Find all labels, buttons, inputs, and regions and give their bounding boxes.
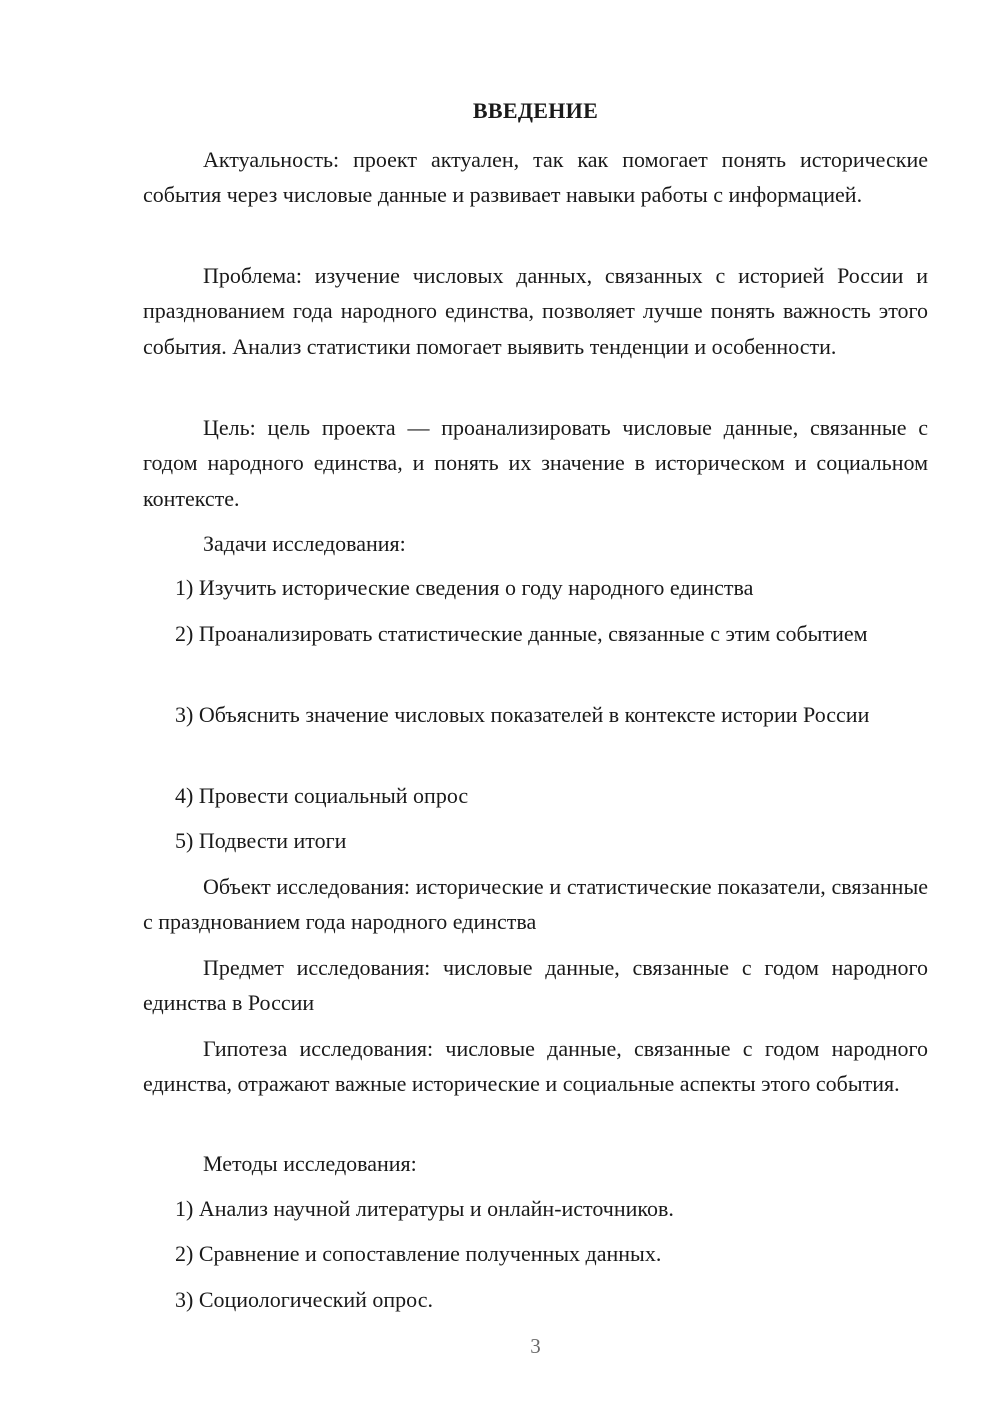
task-item: 3) Объяснить значение числовых показателей в контексте истории России <box>175 702 870 727</box>
method-item: 2) Сравнение и сопоставление полученных данных. <box>175 1241 662 1266</box>
tasks-title: Задачи исследования: <box>203 531 406 556</box>
task-item: 1) Изучить исторические сведения о году народного единства <box>175 575 754 600</box>
object-paragraph: Объект исследования: исторические и статистические показатели, связанные с празднованием года народного единства <box>143 874 928 935</box>
task-item: 2) Проанализировать статистические данные, связанные с этим событием <box>175 621 868 646</box>
methods-title: Методы исследования: <box>203 1151 417 1176</box>
method-item: 3) Социологический опрос. <box>175 1287 433 1312</box>
method-item: 1) Анализ научной литературы и онлайн-источников. <box>175 1196 674 1221</box>
problem-paragraph: Проблема: изучение числовых данных, связанных с историей России и празднованием года народного единства, позволяет лучше понять важность этого события. Анализ статистики помогает выявить тенденции и особенности. <box>143 263 928 359</box>
document-page <box>143 0 928 1414</box>
task-item: 5) Подвести итоги <box>175 828 347 853</box>
hypothesis-paragraph: Гипотеза исследования: числовые данные, связанные с годом народного единства, отражают важные исторические и социальные аспекты этого события. <box>143 1036 928 1097</box>
goal-paragraph: Цель: цель проекта — проанализировать числовые данные, связанные с годом народного единства, и понять их значение в историческом и социальном контексте. <box>143 415 928 511</box>
section-heading: ВВЕДЕНИЕ <box>472 98 599 123</box>
page-number: 3 <box>530 1334 541 1358</box>
relevance-paragraph: Актуальность: проект актуален, так как помогает понять исторические события через числовые данные и развивает навыки работы с информацией. <box>143 147 928 208</box>
subject-paragraph: Предмет исследования: числовые данные, связанные с годом народного единства в России <box>143 955 928 1016</box>
task-item: 4) Провести социальный опрос <box>175 783 469 808</box>
